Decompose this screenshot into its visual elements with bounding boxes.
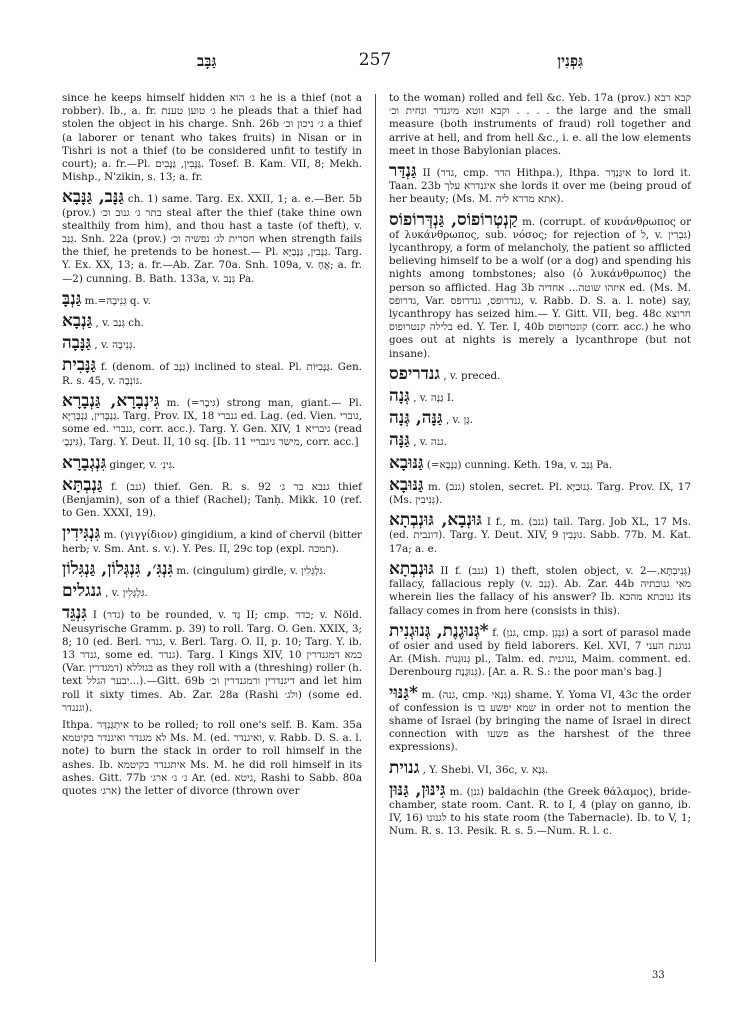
entry-text: , v. preced. [443,369,501,382]
entry-text: f. (גנב) thief. Gen. R. s. 92 גנבא בר ג׳ thief (Benjamin), son of a thief (Rachel); Tanḥ. Mikk. 10 (ref. to Gen. XXXI, 19). [62,480,362,520]
entry-text: , v. גַּנָּה I. [413,392,455,405]
entry-text: I (גדר) to be rounded, v. גָּד II; cmp. כדר; v. Nöld. Neusyrische Gramm. p. 39) to roll. Targ. O. Gen. XXIX, 3; 8; 10 (ed. Berl. גנדר, v. Berl. Targ. O. II, p. 10; Targ. Y. ib. 13 גנדר, some ed. גנדר). Targ. I Kings XIV, 10 כמא דמגנדרין (Var. דמגדרין) בגוללא as they roll with a (threshing) roller (h. text יבער הגלל...).—Gitt. 69b דיגנדרין ורמגנדרין וכ׳ and let him roll it sixty times. Ab. Zar. 28a (Rashi ולג׳) (some ed. וגנגדר). [62,609,362,714]
dictionary-entry [389,387,691,405]
entry-text: ginger, v. גִּינְ׳. [109,458,176,471]
dictionary-entry [62,524,362,555]
entry-text: m. (גנב) stolen, secret. Pl. גְּנוּבַיָּא. Targ. Prov. IX, 17 (Ms. גְּנִיבִין). [389,480,691,507]
dictionary-entry [389,454,691,472]
dictionary-entry [389,476,691,507]
dictionary-entry [62,92,362,184]
entry-headword: קַנְטְרוֹפוֹס, גַּנְדְּרוֹפוֹס [389,209,518,230]
entry-text: II (גדר, cmp. הדר Hithpa.), Ithpa. אִיגַּנְדַּר to lord it. Taan. 23b איגנדרא עלך she lords it over me (being proud of her beauty; (Ms. M. אתא מדרא ליה). [389,167,691,206]
entry-headword: גַּנָּב, גַּנָּבָא [62,187,125,208]
entry-headword: גַּנָּה [389,430,410,451]
entry-headword: גַּנּוּבָא [389,452,424,473]
entry-headword: גִּנְגֵּד [62,603,87,624]
entry-headword: גַּנְבָא [62,311,93,332]
header-right-guideword: גִּפְנִין [557,52,583,70]
entry-headword: גְּנָה [389,386,410,407]
entry-text: II f. (גנב) 1) theft, stolen object, v. גְּנֵיבְתָּא.—2) fallacy, fallacious reply (v. גְּנַב). Ab. Zar. 44b מאי גנובתיה wherein lies the fallacy of his answer? Ib. גנובתא מהכא its fallacy comes in from here (consists in this). [389,564,691,617]
header-left-guideword: גַּבָּב [197,52,217,70]
dictionary-entry [62,476,362,521]
entry-headword: גַּנּוּבָא [389,474,424,495]
signature-mark: 33 [652,970,665,981]
entry-headword: גּוּנְבָא, גּוּנְבְתָא [389,510,482,531]
dictionary-entry [389,92,691,158]
entry-text: m. (=גִּיבָר) strong man, giant.— Pl. גַּנְבָּרִין, גַּנְבָּרַיָּא. Targ. Prov. IX, 18 גנברי ed. Lag. (ed. Vien. גוברי, some ed. גנברי, corr. acc.). Targ. Y. Gen. XIV, 1 גיבריא (read גִּינְבָ׳). Targ. Y. Deut. II, 10 sq. [Ib. 11 מישר גיגבריי, corr. acc.] [62,396,362,449]
dictionary-entry [389,211,691,361]
entry-headword: *גְּנוּגֶנֶת, גְּנוּגְנִית [389,620,489,641]
dictionary-entry [62,188,362,285]
entry-headword: גּוּנְבְתָא [389,558,434,579]
entry-text: , v. גִּלְגְּלִין. [105,587,148,600]
entry-text: Ithpa. אִיתְגַּנְדַּר to be rolled; to roll one's self. B. Kam. 35a לא מגנדר ואיגנדר בקיטמא Ms. M. (ed. ואיגנדר, v. Rabb. D. S. a. l. note) to burn the stack in order to roll himself in the ashes. Ib. איתגנדר בקיטמא Ms. M. he did roll himself in its ashes. Gitt. 77b ג׳ ג׳ ארג׳ Ar. (ed. גיטא, Rashi to Sabb. 80a quotes ארג׳) the letter of divorce (thrown over [62,718,362,797]
dictionary-entry [62,582,362,600]
entry-headword: גִּינּוּן, גַּנּוּן [389,779,446,800]
left-column [62,92,362,802]
dictionary-entry [62,454,362,472]
dictionary-entry [389,431,691,449]
dictionary-entry [389,162,691,207]
entry-text: m. (גנן) baldachin (the Greek θάλαμος), bride-chamber, state room. Cant. R. to I, 4 (play on ganno, ib. IV, 16) לגנונו to his state room (the Tabernacle). Ib. to V, 1; Num. R. s. 13. Pesik. R. s. 5.—Num. R. l. c. [389,785,691,838]
entry-text: , v. גָּן. [445,414,473,427]
entry-text: , v. גנה. [413,436,447,449]
entry-text: I f., m. (גנב) tail. Targ. Job XL, 17 Ms. (ed. דונבית). Targ. Y. Deut. XIV, 9 גּוּנְבִין. Sabb. 77b. M. Kat. 17a; a. e. [389,516,692,555]
column-divider [375,94,376,962]
entry-text: m. (גנה, cmp. גְּנַאי) shame. Y. Yoma VI, 43c the order of confession is שמא יפשע בו in order not to mention the shame of Israel (by bringing the name of Israel in direct connection with פשעו as the harshest of the three expressions). [389,688,691,754]
entry-text: f. (denom. of גַּנָּב) inclined to steal. Pl. גַּנָּבִיּוֹת. Gen. R. s. 45, v. גּוֹנְבָה. [62,361,362,387]
dictionary-entry [62,334,362,352]
dictionary-entry [389,511,691,556]
entry-headword: גַּנְבָּ [62,288,82,309]
dictionary-entry [62,560,362,578]
dictionary-entry [62,356,362,387]
entry-text: to the woman) rolled and fell &c. Yeb. 17a (prov.) קבא רבא וקבא זוטא מיגנדר ונחית וכ׳ . . . . the large and the small measure (both instruments of fraud) roll together and arrive at hell, and from hell &c., i. e. all the low elements meet in those Babylonian places. [389,92,692,157]
entry-headword: גִּנְגְבָרָא [62,452,107,473]
entry-text: , Y. Shebi. VI, 36c, v. גְּנָא. [422,763,549,776]
dictionary-entry [62,312,362,330]
entry-headword: גנוית [389,757,420,778]
entry-headword: גַּנָּבִית [62,355,97,376]
entry-headword: גִּינְבָרָא, גַּנְבָרָא [62,390,160,411]
entry-text: ch. 1) same. Targ. Ex. XXII, 1; a. e.—Ber. 5b (prov.) בתר ג׳ גנוב וכ׳ steal after the thief (take thine own stealthily from him), and thou hast a taste (of theft), v. גְּנַב. Snh. 22a (prov.) חסרית לג׳ נפשיה וכ׳ when strength fails the thief, he pretends to be honest.— Pl. גַּנָּבִין, גַּנָּבַיָּא. Targ. Y. Ex. XX, 13; a. fr.—Ab. Zar. 70a. Snh. 109a, v. אֲחָ; a. fr.—2) cunning. B. Bath. 133a, v. גְּנַב Pa. [62,193,363,285]
dictionary-entry [389,622,691,680]
entry-text: f. (גנן, cmp. גִּנְגֵן) a sort of parasol made of osier and used by field laborers. Kel. XVI, 7 גנוגנת העני Ar. (Mish. גְּנוּגְנוֹת pl., Talm. ed. גנוגנית, Maim. comment. ed. Derenbourg גְּנוּגֶנֶת). [Ar. a. R. S.: the poor man's bag.] [389,626,692,679]
dictionary-entry [62,290,362,308]
entry-headword: גִּנְגִּידִין [62,523,101,544]
entry-text: m. (cingulum) girdle, v. גִּלְגְּלִין. [176,564,327,577]
entry-text: (=גַּנָּבָא) cunning. Keth. 19a, v. גְּנַב Pa. [426,458,613,471]
right-column [389,92,691,843]
entry-text: m.=גְּנֵיבָה q. v. [84,294,151,307]
dictionary-entry [62,604,362,715]
entry-text: m. (γιγγίδιον) gingidium, a kind of chervil (bitter herb; v. Sm. Ant. s. v.). Y. Pes. II, 29c top (expl. תמכה). [62,529,362,555]
entry-headword: גִּנְגִּ׳, גִּנְגְּלוֹן, גַּנְגִּלוֹן [62,558,174,579]
entry-headword: גַּנְדַּר [389,161,417,182]
dictionary-entry [62,392,362,450]
entry-headword: גַּנָּבָה [62,333,92,354]
entry-headword: גַּנָּה, גְּנָה [389,408,443,429]
entry-headword: גנדריפס [389,363,441,384]
dictionary-entry [389,781,691,839]
entry-text: , v. גְּנַב ch. [95,317,144,330]
dictionary-entry [389,365,691,383]
entry-headword: *גַּנּוּי [389,682,418,703]
dictionary-entry [389,560,691,618]
entry-headword: גנגלים [62,581,102,602]
dictionary-entry [389,684,691,755]
dictionary-entry [62,719,362,798]
page-number: 257 [358,50,392,70]
entry-text: m. (corrupt. of κυνάνθρωπος or of λυκάνθρωπος, sub. νόσος; for rejection of ל, v. גִּבְרִין) lycanthropy, a form of melancholy, the patient so afflicted believing himself to be a wolf (or a dog) and spending his nights among tombstones; also (ὁ λυκάνθρωπος) the person so afflicted. Hag 3b איזהו שוטה... אחדיה ed. (Ms. M. גדרופס, Var. גנדרופס, גנדרופס, v. Rabb. D. S. a. l. note) say, lycanthropy has seized him.— Y. Gitt. VII, beg. 48c חרוצא בלילה קנטרופוס ed. Y. Ter. I, 40b קונטרופוס (corr. acc.) he who goes out at nights is merely a lycanthrope (but not insane). [389,215,692,360]
entry-text: , v. גְּנֵיבָה. [94,339,136,352]
entry-text: since he keeps himself hidden ג׳ הוא he is a thief (not a robber). Ib., a. fr. ג׳ טוען טענת he pleads that a thief had stolen the object in his charge. Snh. 26b ג׳ ניכון וכ׳ a thief (a laborer or tenant who takes fruits) in Nisan or in Tishri is not a thief (to be considered unfit to testify in court); a. fr.—Pl. גַּנָּבִין, גַּנָּבִים. Tosef. B. Kam. VII, 8; Mekh. Mishp., N'zikin, s. 13; a. fr. [62,92,362,184]
page-header [62,52,688,74]
dictionary-entry [389,409,691,427]
entry-headword: גַּנְבְתָּא [62,474,103,495]
dictionary-entry [389,759,691,777]
